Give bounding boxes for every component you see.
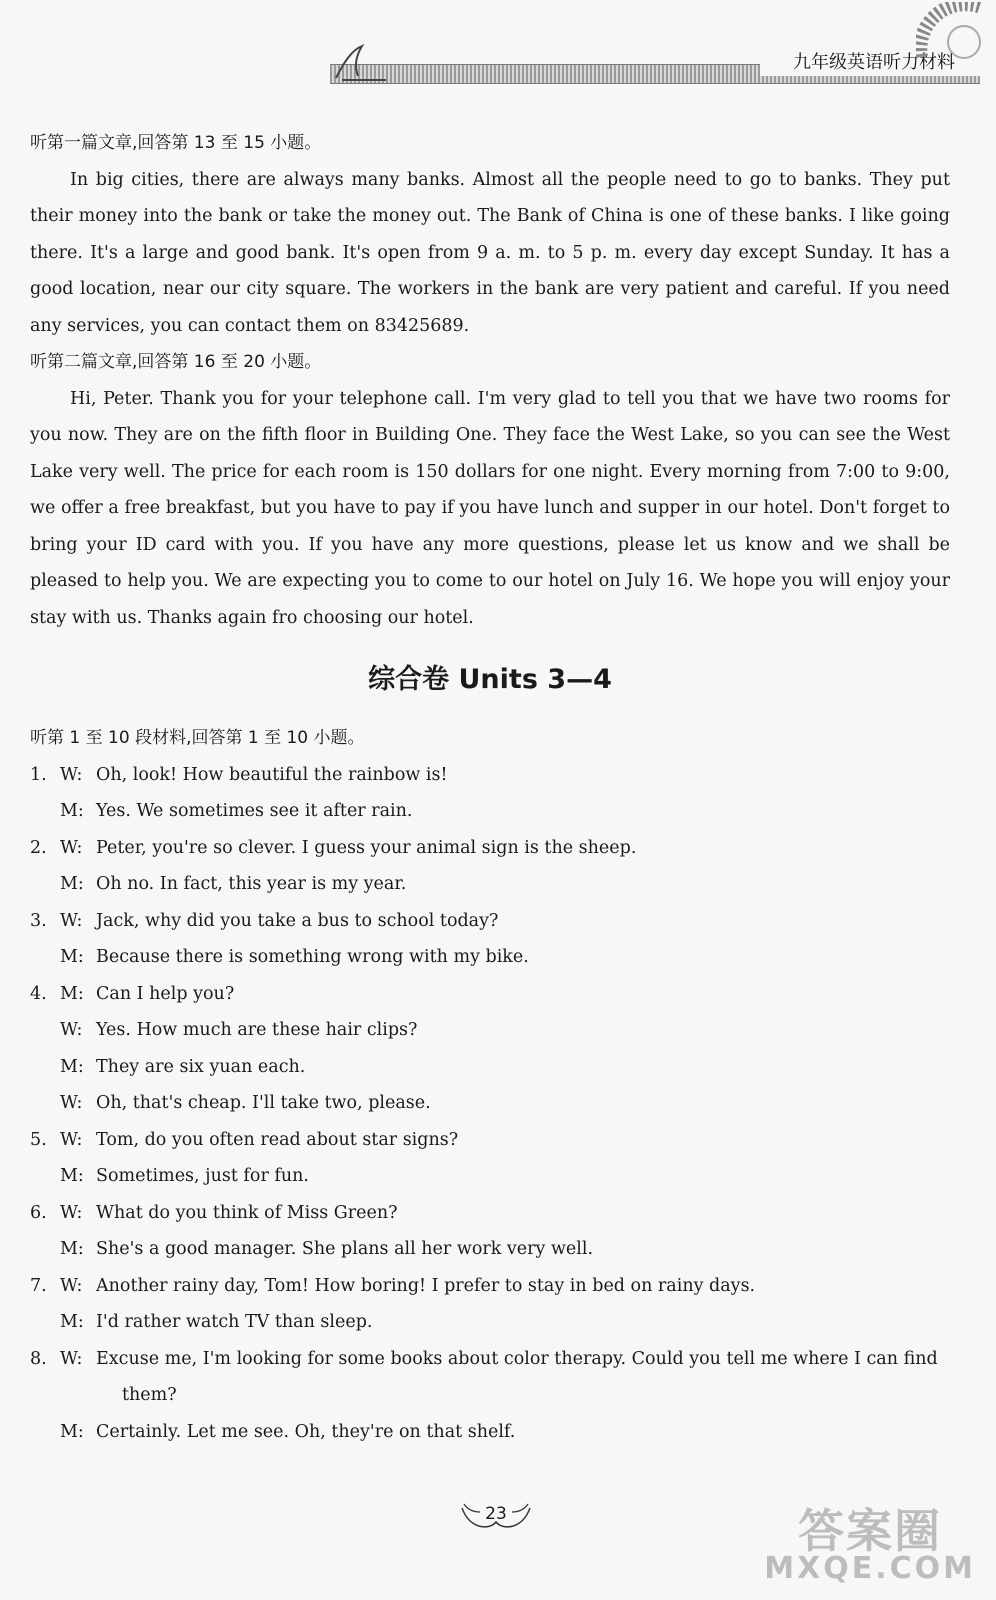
dialogue-text: I'd rather watch TV than sleep. (96, 1312, 373, 1332)
speaker-label: W: (60, 837, 83, 858)
dialogue-text: Excuse me, I'm looking for some books about color therapy. Could you tell me where I can find (96, 1348, 938, 1369)
dialogue-line (60, 1122, 950, 1159)
dialogue-body (60, 1268, 950, 1341)
dialogue-text: They are six yuan each. (96, 1056, 306, 1077)
dialogue-body (60, 1341, 950, 1451)
exam-title: 综合卷 Units 3—4 (368, 664, 612, 695)
dialogue-list (30, 757, 950, 1451)
dialogue-number: 5. (30, 1129, 47, 1150)
dialogue-text: Yes. How much are these hair clips? (96, 1020, 418, 1040)
dialogue-body (60, 1195, 950, 1268)
dialogue-line (60, 1414, 950, 1451)
page-number (460, 1500, 532, 1534)
dialogue-text: What do you think of Miss Green? (96, 1202, 398, 1223)
dialogue-number: 7. (30, 1275, 47, 1296)
speaker-label: W: (60, 764, 83, 785)
page-number-text: 23 (485, 1504, 507, 1524)
dialogue-body (60, 1122, 950, 1195)
dialogue-line (60, 903, 950, 940)
dialogue-text-continuation: them? (122, 1385, 177, 1405)
speaker-label: W: (60, 1093, 83, 1113)
speaker-label: W: (60, 1275, 83, 1296)
dialogue-line (60, 1049, 950, 1086)
speaker-label: M: (60, 947, 84, 967)
dialogue-item (30, 1341, 950, 1451)
dialogue-line (60, 1304, 950, 1341)
dialogue-text: Tom, do you often read about star signs? (96, 1129, 459, 1150)
header-flourish-icon (332, 42, 392, 82)
dialogue-line (60, 1268, 950, 1305)
dialogue-number: 6. (30, 1202, 47, 1223)
dialogue-line (60, 1085, 950, 1122)
dialogue-body (60, 757, 950, 830)
dialogue-line (60, 1158, 950, 1195)
dialogue-line (60, 1341, 950, 1378)
speaker-label: W: (60, 910, 83, 931)
dialogue-item (30, 757, 950, 830)
dialogue-line (60, 793, 950, 830)
dialogue-body (60, 830, 950, 903)
watermark-cn: 答案圈 (798, 1504, 943, 1558)
watermark-en: MXQE.COM (764, 1551, 976, 1586)
dialogue-text: Sometimes, just for fun. (96, 1166, 309, 1186)
dialogue-item (30, 1122, 950, 1195)
dialogue-line (60, 976, 950, 1013)
speaker-label: W: (60, 1202, 83, 1223)
dialogue-text: Oh no. In fact, this year is my year. (96, 874, 407, 894)
dialogue-item (30, 903, 950, 976)
dialogue-text: Oh, that's cheap. I'll take two, please. (96, 1093, 431, 1113)
dialogue-line (60, 1195, 950, 1232)
dialogue-number: 4. (30, 983, 47, 1004)
passage2-text: Hi, Peter. Thank you for your telephone call. I'm very glad to tell you that we have two rooms for you now. They are on the fifth floor in Building One. They face the West Lake, so you can see the West Lake very well. The price for each room is 150 dollars for one night. Every morning from 7:00 to 9:00, we offer a free breakfast, but you have to pay if you have lunch and supper in our hotel. Don't forget to bring your ID card with you. If you have any more questions, please let us know and we shall be pleased to help you. We are expecting you to come to our hotel on July 16. We hope you will enjoy your stay with us. Thanks again fro choosing our hotel. (30, 388, 950, 628)
dialogue-item (30, 1268, 950, 1341)
speaker-label: M: (60, 1056, 84, 1077)
speaker-label: M: (60, 1421, 84, 1442)
passage1-heading: 听第一篇文章,回答第 13 至 15 小题。 (30, 133, 322, 153)
dialogue-line (60, 1231, 950, 1268)
passage2-heading: 听第二篇文章,回答第 16 至 20 小题。 (30, 352, 322, 372)
dialogue-number: 2. (30, 837, 47, 858)
speaker-label: W: (60, 1020, 83, 1040)
watermark (764, 1504, 976, 1586)
dialogue-line (60, 866, 950, 903)
speaker-label: W: (60, 1129, 83, 1150)
speaker-label: W: (60, 1348, 83, 1369)
dialogue-text: Oh, look! How beautiful the rainbow is! (96, 764, 448, 785)
dialogue-number: 1. (30, 764, 47, 785)
dialogue-item (30, 976, 950, 1122)
dialogue-number: 3. (30, 910, 47, 931)
dialogue-text: She's a good manager. She plans all her work very well. (96, 1239, 594, 1259)
dialogue-text: Because there is something wrong with my bike. (96, 947, 529, 967)
speaker-label: M: (60, 983, 84, 1004)
exam-instruction: 听第 1 至 10 段材料,回答第 1 至 10 小题。 (30, 728, 365, 748)
dialogue-item (30, 830, 950, 903)
speaker-label: M: (60, 874, 84, 894)
dialogue-item (30, 1195, 950, 1268)
dialogue-text: Another rainy day, Tom! How boring! I prefer to stay in bed on rainy days. (96, 1275, 756, 1296)
speaker-label: M: (60, 1312, 84, 1332)
dialogue-body (60, 903, 950, 976)
dialogue-text: Can I help you? (96, 983, 235, 1004)
header-title: 九年级英语听力材料 (760, 46, 988, 76)
dialogue-line (60, 1012, 950, 1049)
dialogue-text: Yes. We sometimes see it after rain. (96, 801, 413, 821)
page-content (30, 125, 950, 1450)
dialogue-number: 8. (30, 1348, 47, 1369)
dialogue-line (60, 939, 950, 976)
dialogue-line (60, 830, 950, 867)
dialogue-text: Jack, why did you take a bus to school today? (96, 910, 499, 931)
speaker-label: M: (60, 801, 84, 821)
dialogue-body (60, 976, 950, 1122)
header-ornament-icon (916, 2, 986, 62)
speaker-label: M: (60, 1166, 84, 1186)
speaker-label: M: (60, 1239, 84, 1259)
dialogue-text: Peter, you're so clever. I guess your animal sign is the sheep. (96, 837, 637, 858)
dialogue-text: Certainly. Let me see. Oh, they're on that shelf. (96, 1421, 516, 1442)
passage1-text: In big cities, there are always many banks. Almost all the people need to go to banks. They put their money into the bank or take the money out. The Bank of China is one of these banks. I like going there. It's a large and good bank. It's open from 9 a. m. to 5 p. m. every day except Sunday. It has a good location, near our city square. The workers in the bank are very patient and careful. If you need any services, you can contact them on 83425689. (30, 169, 950, 336)
dialogue-line (60, 757, 950, 794)
